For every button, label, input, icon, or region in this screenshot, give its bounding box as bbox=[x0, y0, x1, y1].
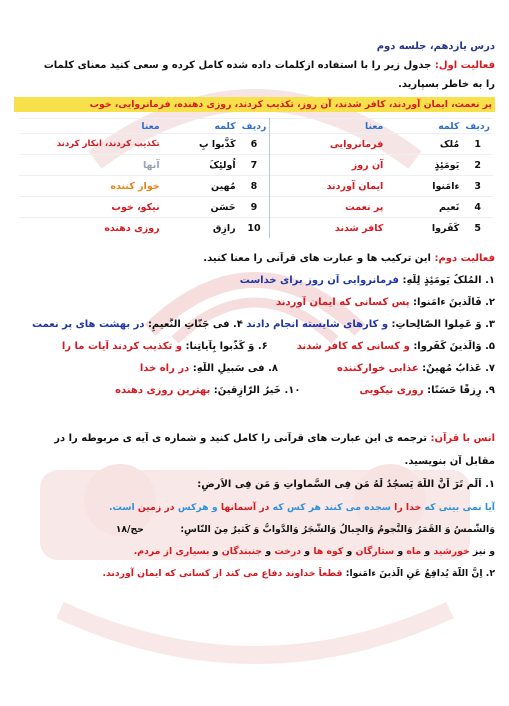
vocab-meaning: آن روز bbox=[270, 155, 387, 176]
vocab-meaning: پر نعمت bbox=[270, 197, 387, 218]
activity2-line bbox=[14, 252, 495, 266]
translation-item bbox=[14, 274, 495, 288]
item-question: ۶. وَ کَذَّبوا بِآیاتِنا: bbox=[185, 341, 268, 352]
table-row bbox=[19, 134, 493, 155]
verse-word: قطعاً خداوند bbox=[285, 568, 343, 579]
item-question: ۸. فی سَبیلِ اللّهِ: bbox=[192, 363, 278, 374]
activity2-label: فعالیت دوم: bbox=[434, 253, 495, 264]
item-question: ۱. المُلکُ یَومَئِذٍ لِلّهِ: bbox=[402, 275, 495, 286]
verse-word: و bbox=[346, 546, 353, 557]
activity1-label: فعالیت اول: bbox=[434, 60, 495, 71]
verse-word: بسیاری از مردم. bbox=[133, 546, 210, 557]
item-answer: فرمانروایی آن روز برای خداست bbox=[239, 275, 399, 286]
activity1-line bbox=[14, 59, 495, 73]
quran-section-line bbox=[14, 432, 495, 446]
table-row bbox=[19, 155, 493, 176]
vocab-meaning: کافر شدند bbox=[270, 218, 387, 239]
verse1-translation-cont bbox=[14, 545, 495, 558]
item-question: ۱۰. خَیرُ الرّازِقینَ: bbox=[213, 385, 301, 396]
verse-word: دفاع می کند bbox=[225, 568, 283, 579]
verse-word: سجده می کنند هر کس که bbox=[272, 502, 391, 513]
verse-word: خورشید bbox=[433, 546, 470, 557]
vocab-table bbox=[19, 118, 493, 238]
verse-word: در زمین bbox=[137, 502, 175, 513]
table-row bbox=[19, 197, 493, 218]
vocab-word: کَفَروا bbox=[386, 218, 462, 239]
word-bank: پر نعمت، ایمان آوردند، کافر شدند، آن روز، تکذیب کردند، روزی دهنده، فرمانروایی، خوب bbox=[14, 97, 495, 112]
item-answer: عذابی خوارکننده bbox=[336, 363, 419, 374]
vocab-word: رازِق bbox=[163, 218, 239, 239]
header-row-num-right: ردیف bbox=[462, 119, 493, 134]
quran-section-text: ترجمه ی این عبارت های قرآنی را کامل کنید و شماره ی آیه ی مربوطه را در bbox=[54, 433, 427, 444]
row-number: 8 bbox=[239, 176, 270, 197]
verse-word: کوه ها bbox=[313, 546, 344, 557]
vocab-word: حَسَن bbox=[163, 197, 239, 218]
verse1-translation bbox=[14, 501, 495, 514]
row-number: 3 bbox=[462, 176, 493, 197]
item-question: ۴. فی جَنّاتِ النَّعیمِ: bbox=[147, 319, 243, 330]
verse-word: است. bbox=[108, 502, 135, 513]
vocab-meaning: تکذیب کردند، انکار کردند bbox=[19, 134, 163, 155]
row-number: 10 bbox=[239, 218, 270, 239]
quran-section-label: انس با قرآن: bbox=[430, 433, 495, 444]
table-row bbox=[19, 218, 493, 239]
vocab-word: مُهین bbox=[163, 176, 239, 197]
verse-word: ماه bbox=[406, 546, 422, 557]
item-answer: در بهشت های پر نعمت bbox=[32, 319, 145, 330]
verse-arabic: ۲. اِنَّ اللّهَ یُدافِعُ عَنِ الَّذینَ ءامَنوا: bbox=[345, 568, 495, 579]
verse-word: و نیز bbox=[472, 546, 495, 557]
header-word-right: کلمه bbox=[386, 119, 462, 134]
vocab-meaning: ایمان آوردند bbox=[270, 176, 387, 197]
vocab-word: کَذَّبوا بِ bbox=[163, 134, 239, 155]
verse-word: از کسانی که ایمان آوردند. bbox=[102, 568, 223, 579]
header-row-num-left: ردیف bbox=[239, 119, 270, 134]
vocab-meaning: فرمانروایی bbox=[270, 134, 387, 155]
translation-items-5-6 bbox=[14, 340, 495, 354]
item-answer: روزی نیکویی bbox=[359, 385, 424, 396]
vocab-meaning: نیکو، خوب bbox=[19, 197, 163, 218]
verse1-arabic-cont bbox=[14, 523, 495, 536]
translation-items-7-8 bbox=[14, 362, 495, 376]
verse-word: ستارگان bbox=[355, 546, 395, 557]
verse-arabic: وَالشَّمسُ وَ القَمَرُ وَالنُّجومُ وَالجِبالُ وَالشَّجَرُ وَالدَّوابُّ وَ کَثیرٌ مِنَ النّاسِ: bbox=[180, 524, 495, 535]
translation-items-3-4 bbox=[14, 318, 495, 332]
worksheet-content bbox=[14, 6, 495, 580]
item-answer: و تکذیب کردند آیات ما را bbox=[61, 341, 183, 352]
item-question: ۹. رِزقًا حَسَنًا: bbox=[427, 385, 495, 396]
verse-word: در آسمانها bbox=[220, 502, 270, 513]
vocab-meaning: خوار کننده bbox=[19, 176, 163, 197]
vocab-meaning: روزی دهنده bbox=[19, 218, 163, 239]
vocab-table-header bbox=[19, 119, 493, 134]
row-number: 4 bbox=[462, 197, 493, 218]
translation-items-9-10 bbox=[14, 384, 495, 398]
verse-word: و هرکس bbox=[177, 502, 218, 513]
verse2 bbox=[14, 567, 495, 580]
row-number: 1 bbox=[462, 134, 493, 155]
activity1-text-cont: را به خاطر بسپارید. bbox=[398, 79, 495, 90]
vocab-word: مُلک bbox=[386, 134, 462, 155]
item-question: ۵. وَالَّذینَ کَفَروا: bbox=[413, 341, 495, 352]
vocab-word: ءامَنوا bbox=[386, 176, 462, 197]
quran-section-text-cont: مقابل آن بنویسید. bbox=[404, 456, 495, 467]
verse-word: و bbox=[304, 546, 311, 557]
verse-word: و bbox=[212, 546, 219, 557]
header-word-left: کلمه bbox=[163, 119, 239, 134]
vocab-word: یَومَئِذٍ bbox=[386, 155, 462, 176]
item-answer: پس کسانی که ایمان آوردند bbox=[275, 297, 410, 308]
vocab-word: نَعیم bbox=[386, 197, 462, 218]
verse-word: آیا نمی بینی که bbox=[424, 502, 495, 513]
translation-item bbox=[14, 296, 495, 310]
verse-word: درخت bbox=[274, 546, 302, 557]
item-answer: بهترین روزی دهنده bbox=[115, 385, 211, 396]
verse1-arabic: ۱. اَلَم تَرَ اَنَّ اللّهَ یَسجُدُ لَهُ مَن فِی السَّماواتِ وَ مَن فِی الاَرضِ: bbox=[197, 479, 495, 490]
item-question: ۷. عَذابٌ مُهینٌ: bbox=[422, 363, 495, 374]
item-answer: و کارهای شایسته انجام دادند bbox=[246, 319, 389, 330]
verse-word: و bbox=[265, 546, 272, 557]
lesson-title: درس یازدهم، جلسه دوم bbox=[376, 41, 495, 52]
header-meaning-left: معنا bbox=[19, 119, 163, 134]
vocab-meaning: آنها bbox=[19, 155, 163, 176]
row-number: 7 bbox=[239, 155, 270, 176]
verse-word: خدا را bbox=[394, 502, 422, 513]
item-answer: و کسانی که کافر شدند bbox=[296, 341, 410, 352]
verse-reference: حج/۱۸ bbox=[115, 524, 144, 535]
header-meaning-right: معنا bbox=[270, 119, 387, 134]
verse-word: و bbox=[424, 546, 431, 557]
verse-word: و bbox=[397, 546, 404, 557]
row-number: 6 bbox=[239, 134, 270, 155]
table-row bbox=[19, 176, 493, 197]
item-question: ۳. وَ عَمِلوا الصّالِحاتِ: bbox=[391, 319, 495, 330]
row-number: 2 bbox=[462, 155, 493, 176]
item-answer: در راه خدا bbox=[139, 363, 190, 374]
verse-word: جنبندگان bbox=[221, 546, 263, 557]
vocab-word: اُولئِکَ bbox=[163, 155, 239, 176]
item-question: ۲. فَالَّذینَ ءامَنوا: bbox=[413, 297, 495, 308]
activity1-text: جدول زیر را با استفاده ازکلمات داده شده کامل کرده و سعی کنید معنای کلمات bbox=[43, 60, 432, 71]
row-number: 9 bbox=[239, 197, 270, 218]
activity2-text: این ترکیب ها و عبارت های قرآنی را معنا کنید. bbox=[203, 253, 431, 264]
row-number: 5 bbox=[462, 218, 493, 239]
